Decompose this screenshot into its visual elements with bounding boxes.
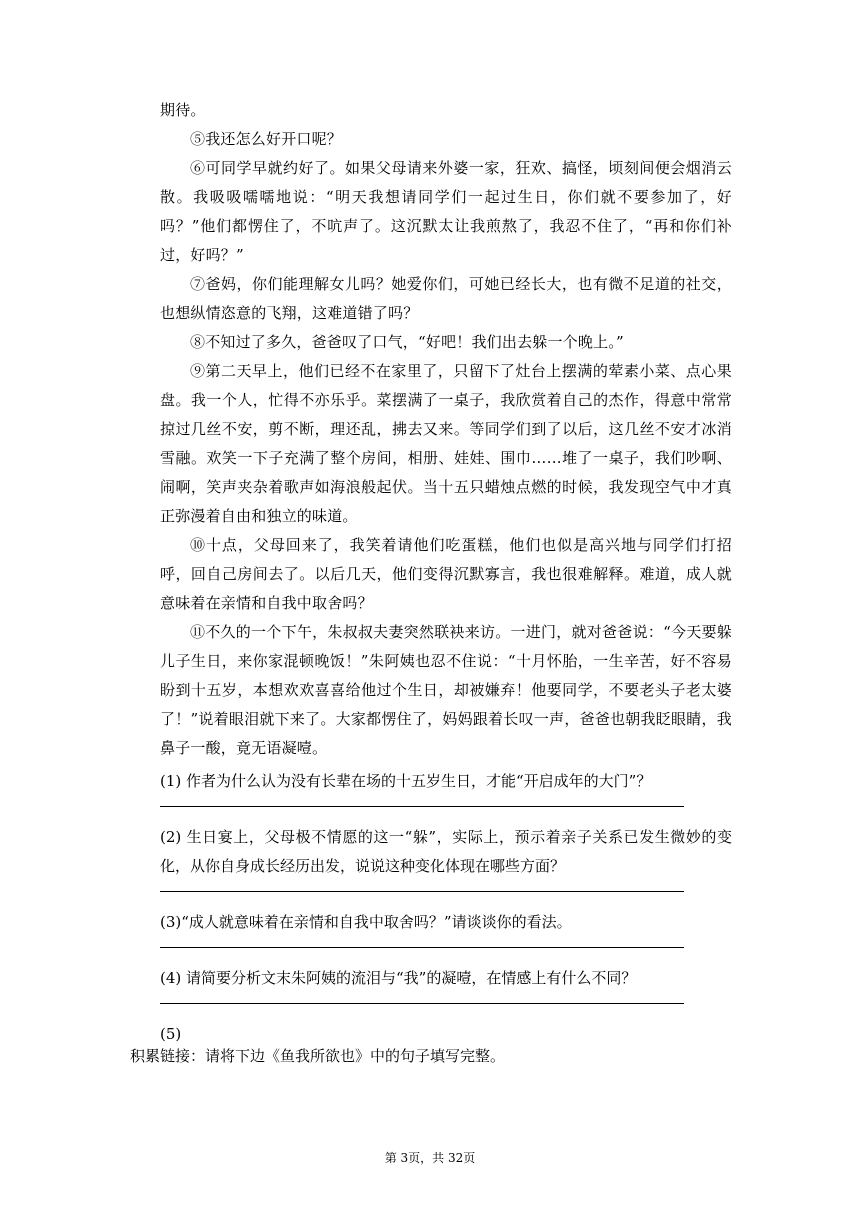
question-5: (5) [160,1025,182,1043]
answer-line-1[interactable] [160,806,684,807]
paragraph-11: ⑪不久的一个下午，朱叔叔夫妻突然联袂来访。一进门，就对爸爸说：“今天要躲儿子生日，来你家混顿晚饭！”朱阿姨也忍不住说：“十月怀胎，一生辛苦，好不容易盼到十五岁，本想欢欢喜喜给他过个生日，却被嫌弃！他要同学，不要老头子老太婆了！”说着眼泪就下来了。大家都愣住了，妈妈跟着长叹一声，爸爸也朝我眨眼睛，我鼻子一酸，竟无语凝噎。 [160,623,732,757]
paragraph-5: ⑤我还怎么好开口呢？ [190,130,343,148]
paragraph-7: ⑦爸妈，你们能理解女儿吗？她爱你们，可她已经长大，也有微不足道的社交，也想纵情恣意的飞翔，这难道错了吗？ [160,275,732,322]
page-footer: 第 3页，共 32页 [384,1151,476,1165]
question-4: (4) 请简要分析文末朱阿姨的流泪与“我”的凝噎，在情感上有什么不同？ [160,969,637,987]
paragraph-6: ⑥可同学早就约好了。如果父母请来外婆一家，狂欢、搞怪，顷刻间便会烟消云散。我吸吸嚅嚅地说：“明天我想请同学们一起过生日，你们就不要参加了，好吗？”他们都愣住了，不吭声了。这沉默太让我煎熬了，我忍不住了，“再和你们补过，好吗？” [160,159,732,264]
paragraph-9: ⑨第二天早上，他们已经不在家里了，只留下了灶台上摆满的荤素小菜、点心果盘。我一个人，忙得不亦乐乎。菜摆满了一桌子，我欣赏着自己的杰作，得意中常常掠过几丝不安，剪不断，理还乱，拂去又来。等同学们到了以后，这几丝不安才冰消雪融。欢笑一下子充满了整个房间，相册、娃娃、围巾……堆了一桌子，我们吵啊、闹啊，笑声夹杂着歌声如海浪般起伏。当十五只蜡烛点燃的时候，我发现空气中才真正弥漫着自由和独立的味道。 [160,362,732,525]
paragraph-10: ⑩十点，父母回来了，我笑着请他们吃蛋糕，他们也似是高兴地与同学们打招呼，回自己房间去了。以后几天，他们变得沉默寡言，我也很难解释。难道，成人就意味着在亲情和自我中取舍吗？ [160,536,732,612]
paragraph-4-end: 期待。 [160,101,206,119]
question-1: (1) 作者为什么认为没有长辈在场的十五岁生日，才能“开启成年的大门”？ [160,772,652,790]
paragraph-8: ⑧不知过了多久，爸爸叹了口气，“好吧！我们出去躲一个晚上。” [190,333,624,351]
answer-line-2[interactable] [160,891,684,892]
question-list [160,767,732,1049]
answer-line-3[interactable] [160,947,684,948]
accumulation-link: 积累链接：请将下边《鱼我所欲也》中的句子填写完整。 [130,1047,506,1065]
reading-passage [160,96,732,1049]
question-3: (3)“成人就意味着在亲情和自我中取舍吗？”请谈谈你的看法。 [160,913,572,931]
question-2: (2) 生日宴上，父母极不情愿的这一“躲”，实际上，预示着亲子关系已发生微妙的变化，从你自身成长经历出发，说说这种变化体现在哪些方面？ [160,828,732,875]
answer-line-4[interactable] [160,1003,684,1004]
